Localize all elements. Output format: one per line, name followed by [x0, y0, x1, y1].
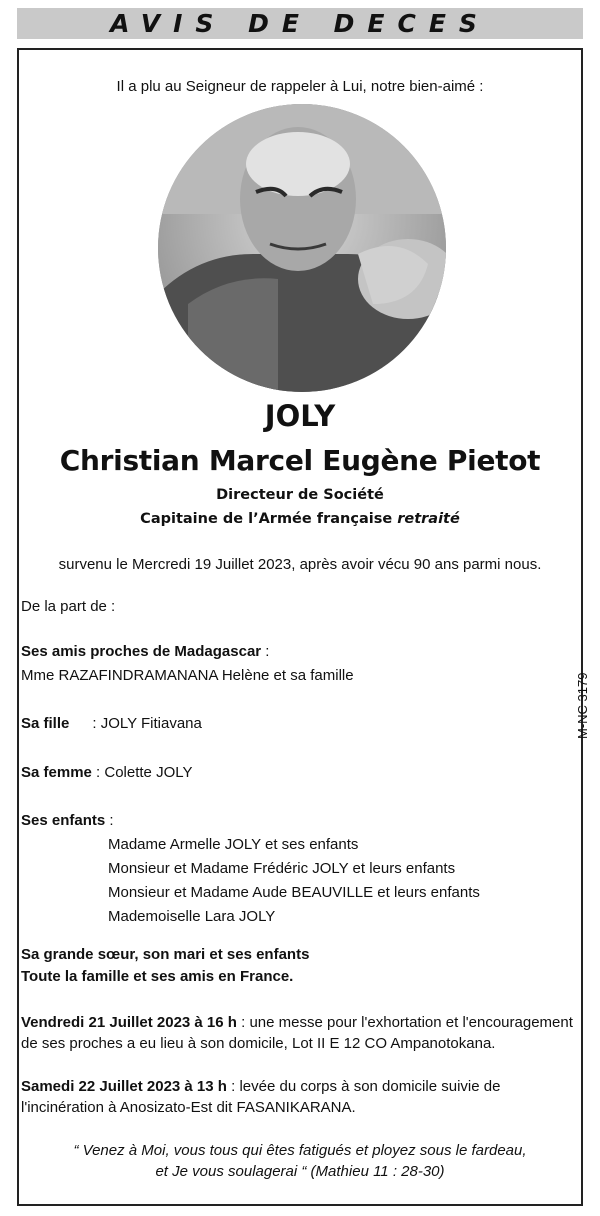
portrait-photo: [158, 104, 446, 392]
reference-code: M-NC 3179: [575, 672, 590, 739]
event-2-date: Samedi 22 Juillet 2023 à 13 h: [21, 1078, 227, 1095]
daughter-label: Sa fille: [21, 715, 70, 732]
family-line-1-text: Sa grande sœur, son mari et ses enfants: [21, 946, 310, 963]
event-1: [21, 1012, 585, 1054]
deceased-title-2-main: Capitaine de l’Armée française: [140, 511, 393, 527]
portrait-image: [158, 104, 446, 392]
family-line-2: [21, 968, 293, 986]
event-2: [21, 1076, 585, 1118]
wife-label: Sa femme: [21, 764, 92, 781]
family-line-2-text: Toute la famille et ses amis en France.: [21, 968, 294, 985]
deceased-title-1: Directeur de Société: [216, 487, 384, 503]
wife-value: : Colette JOLY: [91, 764, 193, 781]
friends-heading: [21, 643, 269, 661]
child-item: Madame Armelle JOLY et ses enfants: [108, 836, 359, 853]
daughter-value: : JOLY Fitiavana: [92, 715, 202, 732]
daughter-line: [21, 715, 202, 733]
intro-text: Il a plu au Seigneur de rappeler à Lui, notre bien-aimé :: [116, 78, 484, 95]
deceased-surname: JOLY: [264, 399, 336, 433]
deceased-given-names: Christian Marcel Eugène Pietot: [59, 444, 541, 477]
event-1-text: : une messe pour l'exhortation et l'encouragement de ses proches a eu lieu à son domicile, Lot II E 12 CO Ampanotokana.: [21, 1014, 573, 1052]
deceased-title-2-italic: retraité: [397, 511, 460, 527]
family-line-1: [21, 946, 309, 964]
child-item: Mademoiselle Lara JOLY: [108, 908, 276, 925]
bible-quote-line-1: “ Venez à Moi, vous tous qui êtes fatigués et ployez sous le fardeau,: [73, 1142, 527, 1159]
event-1-date: Vendredi 21 Juillet 2023 à 16 h: [21, 1014, 237, 1031]
friends-sep: :: [261, 643, 270, 660]
child-item: Monsieur et Madame Aude BEAUVILLE et leurs enfants: [108, 884, 480, 901]
deceased-title-2: [0, 510, 600, 528]
children-sep: :: [105, 812, 114, 829]
bible-quote-line-2: et Je vous soulagerai “ (Mathieu 11 : 28-30): [155, 1163, 445, 1180]
notice-banner: [17, 8, 583, 39]
banner-title: AVIS DE DECES: [110, 9, 490, 38]
death-notice: survenu le Mercredi 19 Juillet 2023, après avoir vécu 90 ans parmi nous.: [58, 556, 542, 573]
children-label: Ses enfants: [21, 812, 106, 829]
friends-label: Ses amis proches de Madagascar: [21, 643, 262, 660]
children-heading: [21, 812, 114, 830]
child-item: Monsieur et Madame Frédéric JOLY et leurs enfants: [108, 860, 456, 877]
event-2-text: : levée du corps à son domicile suivie de l'incinération à Anosizato-Est dit FASANIKARANA.: [21, 1078, 501, 1116]
friends-line: Mme RAZAFINDRAMANANA Helène et sa famille: [21, 667, 354, 684]
wife-line: [21, 764, 192, 782]
from-label: De la part de :: [21, 598, 116, 615]
